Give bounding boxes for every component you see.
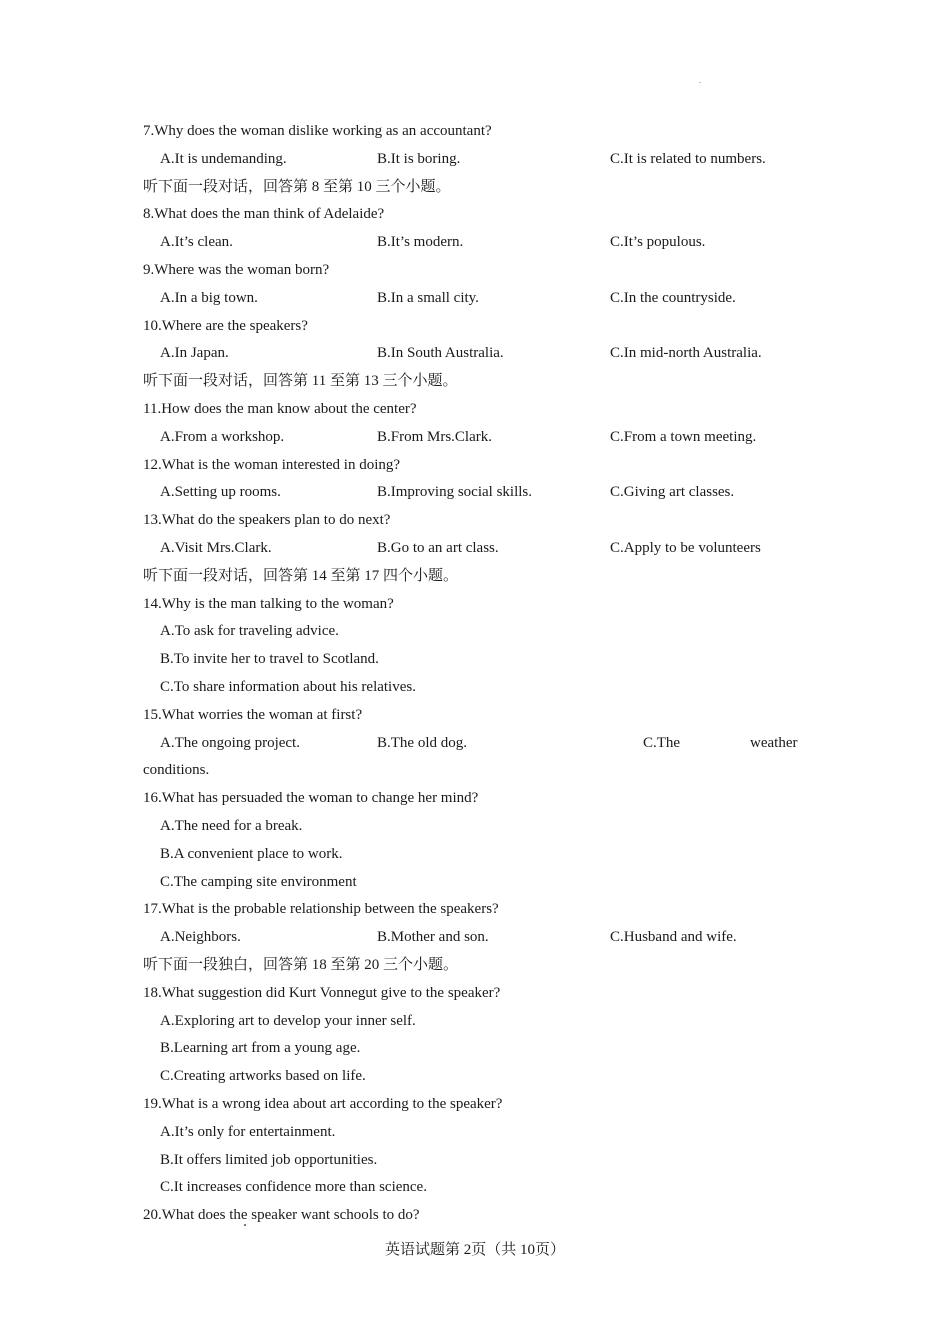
answer-option-c: C.It’s populous. — [610, 234, 706, 250]
answer-option-c: C.From a town meeting. — [610, 429, 757, 445]
answer-option-a: A.It’s clean. — [160, 234, 233, 250]
answer-option: B.To invite her to travel to Scotland. — [160, 651, 379, 667]
answer-option-c: C.In mid-north Australia. — [610, 345, 762, 361]
answer-option: B.It offers limited job opportunities. — [160, 1152, 378, 1168]
answer-option-c: C.Apply to be volunteers — [610, 540, 761, 556]
answer-option-c: C.In the countryside. — [610, 290, 736, 306]
answer-option: C.To share information about his relatives. — [160, 679, 416, 695]
page-footer: 英语试题第 2页（共 10页） — [384, 1242, 565, 1258]
answer-option-c: C.Husband and wife. — [610, 929, 737, 945]
answer-option-b: B.It’s modern. — [377, 234, 464, 250]
section-instruction: 听下面一段对话，回答第 11 至第 13 三个小题。 — [143, 373, 458, 389]
section-instruction: 听下面一段对话，回答第 8 至第 10 三个小题。 — [143, 179, 451, 195]
answer-option: C.The camping site environment — [160, 874, 357, 890]
answer-option-b: B.In South Australia. — [377, 345, 504, 361]
answer-option-c: C.The — [643, 735, 681, 751]
question-text: 15.What worries the woman at first? — [143, 707, 363, 723]
question-text: 18.What suggestion did Kurt Vonnegut give to the speaker? — [143, 985, 501, 1001]
answer-option-a: A.Visit Mrs.Clark. — [160, 540, 272, 556]
answer-option-a: A.In a big town. — [160, 290, 258, 306]
answer-option-a: A.Setting up rooms. — [160, 484, 281, 500]
answer-option-a: A.Neighbors. — [160, 929, 241, 945]
answer-option-b: B.Mother and son. — [377, 929, 489, 945]
answer-option: B.A convenient place to work. — [160, 846, 343, 862]
top-dot-mark: . — [699, 76, 701, 85]
answer-option: C.It increases confidence more than science. — [160, 1179, 427, 1195]
answer-option-c: C.It is related to numbers. — [610, 151, 766, 167]
answer-option-b: B.From Mrs.Clark. — [377, 429, 493, 445]
question-text: 16.What has persuaded the woman to change her mind? — [143, 790, 479, 806]
answer-option: A.The need for a break. — [160, 818, 303, 834]
answer-option-a: A.From a workshop. — [160, 429, 285, 445]
answer-option-b: B.Go to an art class. — [377, 540, 499, 556]
answer-option: A.To ask for traveling advice. — [160, 623, 339, 639]
stray-mark — [244, 1224, 246, 1226]
answer-option: A.Exploring art to develop your inner self. — [160, 1013, 416, 1029]
answer-option: C.Creating artworks based on life. — [160, 1068, 366, 1084]
question-text: 9.Where was the woman born? — [143, 262, 330, 278]
question-text: 7.Why does the woman dislike working as an accountant? — [143, 123, 492, 139]
question-text: 17.What is the probable relationship between the speakers? — [143, 901, 499, 917]
section-instruction: 听下面一段独白，回答第 18 至第 20 三个小题。 — [143, 957, 459, 973]
question-text: 10.Where are the speakers? — [143, 318, 308, 334]
answer-option-c: C.Giving art classes. — [610, 484, 735, 500]
question-text: 13.What do the speakers plan to do next? — [143, 512, 391, 528]
question-text: conditions. — [143, 762, 210, 778]
question-text: 20.What does the speaker want schools to do? — [143, 1207, 420, 1223]
answer-option-c-cont: weather — [750, 735, 798, 751]
answer-option: B.Learning art from a young age. — [160, 1040, 361, 1056]
section-instruction: 听下面一段对话，回答第 14 至第 17 四个小题。 — [143, 568, 459, 584]
answer-option: A.It’s only for entertainment. — [160, 1124, 336, 1140]
question-text: 19.What is a wrong idea about art according to the speaker? — [143, 1096, 503, 1112]
answer-option-a: A.In Japan. — [160, 345, 229, 361]
question-text: 14.Why is the man talking to the woman? — [143, 596, 394, 612]
question-text: 8.What does the man think of Adelaide? — [143, 206, 385, 222]
question-text: 11.How does the man know about the center? — [143, 401, 417, 417]
question-text: 12.What is the woman interested in doing? — [143, 457, 401, 473]
answer-option-a: A.The ongoing project. — [160, 735, 300, 751]
answer-option-b: B.Improving social skills. — [377, 484, 532, 500]
answer-option-b: B.It is boring. — [377, 151, 461, 167]
answer-option-a: A.It is undemanding. — [160, 151, 287, 167]
answer-option-b: B.In a small city. — [377, 290, 479, 306]
answer-option-b: B.The old dog. — [377, 735, 467, 751]
